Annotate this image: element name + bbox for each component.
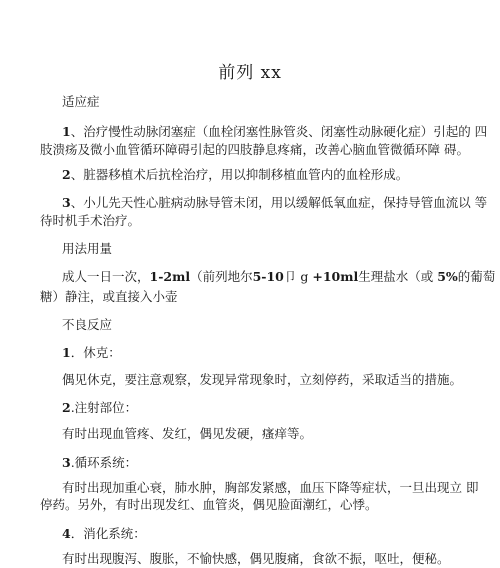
usage-unit: 卩 g (283, 269, 309, 284)
indication-item-1 (62, 122, 487, 141)
item-number: 3 (62, 195, 71, 210)
adverse-item-1-title (62, 343, 121, 362)
adverse-title: ．消化系统： (70, 526, 146, 541)
usage-line-cont: 糖）静注，或直接入小壶 (40, 289, 178, 304)
usage-volume: +10ml (312, 269, 359, 284)
indication-item-3 (62, 193, 487, 212)
indication-text: 、小儿先天性心脏病动脉导管未闭，用以缓解低氧血症，保持导管血流以 等 (70, 195, 488, 210)
document-title: 前列 xx (218, 63, 282, 83)
item-number: 2 (62, 167, 71, 182)
usage-text: 的葡萄 (457, 269, 496, 284)
adverse-item-1-text: 偶见休克，要注意观察，发现异常现象时，立刻停药，采取适当的措施。 (62, 372, 463, 387)
item-number: 2 (62, 400, 71, 415)
indication-text: 、治疗慢性动脉闭塞症（血栓闭塞性脉管炎、闭塞性动脉硬化症）引起的 四 (70, 124, 488, 139)
adverse-item-2-title (62, 398, 137, 417)
adverse-item-2-text: 有时出现血管疼、发红，偶见发硬，瘙痒等。 (62, 426, 313, 441)
adverse-item-3-cont: 停药。另外，有时出现发红、血管炎，偶见脸面潮红，心悸。 (40, 497, 378, 512)
item-number: 1 (62, 124, 71, 139)
usage-text: （前列地尔 (190, 269, 253, 284)
adverse-item-3-text: 有时出现加重心衰，肺水肿，胸部发紧感，血压下降等症状，一旦出现立 即 (62, 480, 479, 495)
item-number: 4 (62, 526, 71, 541)
section-heading-indications: 适应症 (62, 94, 100, 109)
adverse-title: ．休克： (70, 345, 121, 360)
indication-item-1-cont: 肢溃疡及微小血管循环障碍引起的四肢静息疼痛，改善心脑血管微循环障 碍。 (40, 142, 469, 157)
usage-line (62, 267, 495, 286)
adverse-item-4-title (62, 524, 146, 543)
indication-item-3-cont: 待时机手术治疗。 (40, 213, 141, 228)
usage-percent: 5% (437, 269, 458, 284)
usage-text: 生理盐水（或 (358, 269, 434, 284)
usage-text: 成人一日一次， (62, 269, 150, 284)
usage-amount: 5-10 (252, 269, 284, 284)
adverse-item-3-title (62, 453, 137, 472)
section-heading-adverse: 不良反应 (62, 317, 113, 332)
usage-dose: 1-2ml (149, 269, 191, 284)
item-number: 3 (62, 455, 71, 470)
indication-item-2 (62, 165, 408, 184)
adverse-title: .循环系统： (70, 455, 138, 470)
adverse-title: .注射部位： (70, 400, 138, 415)
section-heading-usage: 用法用量 (62, 241, 113, 256)
indication-text: 、脏器移植术后抗栓治疗，用以抑制移植血管内的血栓形成。 (70, 167, 409, 182)
adverse-item-4-text: 有时出现腹泻、腹胀，不愉快感，偶见腹痛，食欲不振，呕吐，便秘。 (62, 551, 450, 566)
item-number: 1 (62, 345, 71, 360)
